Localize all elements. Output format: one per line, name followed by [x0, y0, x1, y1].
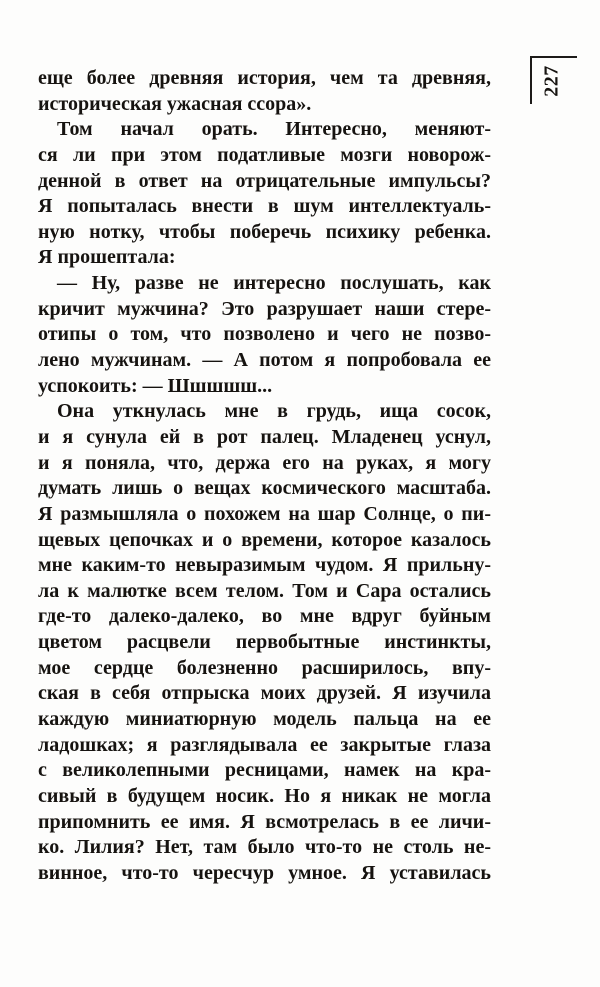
- paragraph: [38, 117, 491, 271]
- text-line: Я прошептала:: [38, 246, 176, 269]
- text-line: ла к малютке всем телом. Том и Сара остались: [38, 579, 491, 602]
- text-line: винное, что-то чересчур умное. Я уставилась: [38, 861, 491, 884]
- text-line: денной в ответ на отрицательные импульсы?: [38, 169, 491, 192]
- text-line: Она уткнулась мне в грудь, ища сосок,: [57, 400, 491, 423]
- text-line: щевых цепочках и о времени, которое казалось: [38, 528, 491, 551]
- text-line: успокоить: — Шшшшш...: [38, 374, 273, 397]
- text-line: кричит мужчина? Это разрушает наши стере-: [38, 297, 491, 320]
- page-text: [38, 66, 491, 887]
- text-line: думать лишь о вещах космического масштаба.: [38, 477, 491, 500]
- text-line: Я размышляла о похожем на шар Солнце, о пи-: [38, 502, 491, 525]
- text-line: ную нотку, чтобы поберечь психику ребенка.: [38, 220, 491, 243]
- text-line: — Ну, разве не интересно послушать, как: [57, 272, 491, 295]
- text-line: и я сунула ей в рот палец. Младенец уснул,: [38, 425, 491, 448]
- text-line: сивый в будущем носик. Но я никак не могла: [38, 784, 491, 807]
- text-line: ская в себя отпрыска моих друзей. Я изучила: [38, 682, 491, 705]
- text-line: мне каким-то невыразимым чудом. Я прильну-: [38, 554, 491, 577]
- text-line: отипы о том, что позволено и чего не позво-: [38, 323, 491, 346]
- text-line: мое сердце болезненно расширилось, впу-: [38, 656, 491, 679]
- text-line: лено мужчинам. — А потом я попробовала ее: [38, 349, 491, 372]
- text-line: историческая ужасная ссора».: [38, 92, 312, 115]
- text-line: припомнить ее имя. Я всмотрелась в ее личи-: [38, 810, 491, 833]
- page-number: 227: [540, 65, 563, 97]
- page-number-bracket-top-line: [530, 56, 577, 58]
- text-line: Том начал орать. Интересно, меняют-: [57, 118, 491, 141]
- text-line: Я попыталась внести в шум интеллектуаль-: [38, 195, 491, 218]
- text-line: где-то далеко-далеко, во мне вдруг буйным: [38, 605, 491, 628]
- text-line: и я поняла, что, держа его на руках, я могу: [38, 451, 491, 474]
- text-line: с великолепными ресницами, намек на кра-: [38, 759, 491, 782]
- paragraph: [38, 399, 491, 886]
- paragraph: [38, 271, 491, 399]
- text-line: еще более древняя история, чем та древняя,: [38, 67, 491, 89]
- page-number-bracket-side-line: [530, 56, 532, 104]
- text-line: ладошках; я разглядывала ее закрытые глаза: [38, 733, 491, 756]
- text-line: ко. Лилия? Нет, там было что-то не столь не-: [38, 836, 491, 859]
- paragraph: [38, 66, 491, 117]
- text-line: цветом расцвели первобытные инстинкты,: [38, 631, 491, 654]
- text-line: каждую миниатюрную модель пальца на ее: [38, 708, 491, 731]
- text-line: ся ли при этом податливые мозги новорож-: [38, 143, 491, 166]
